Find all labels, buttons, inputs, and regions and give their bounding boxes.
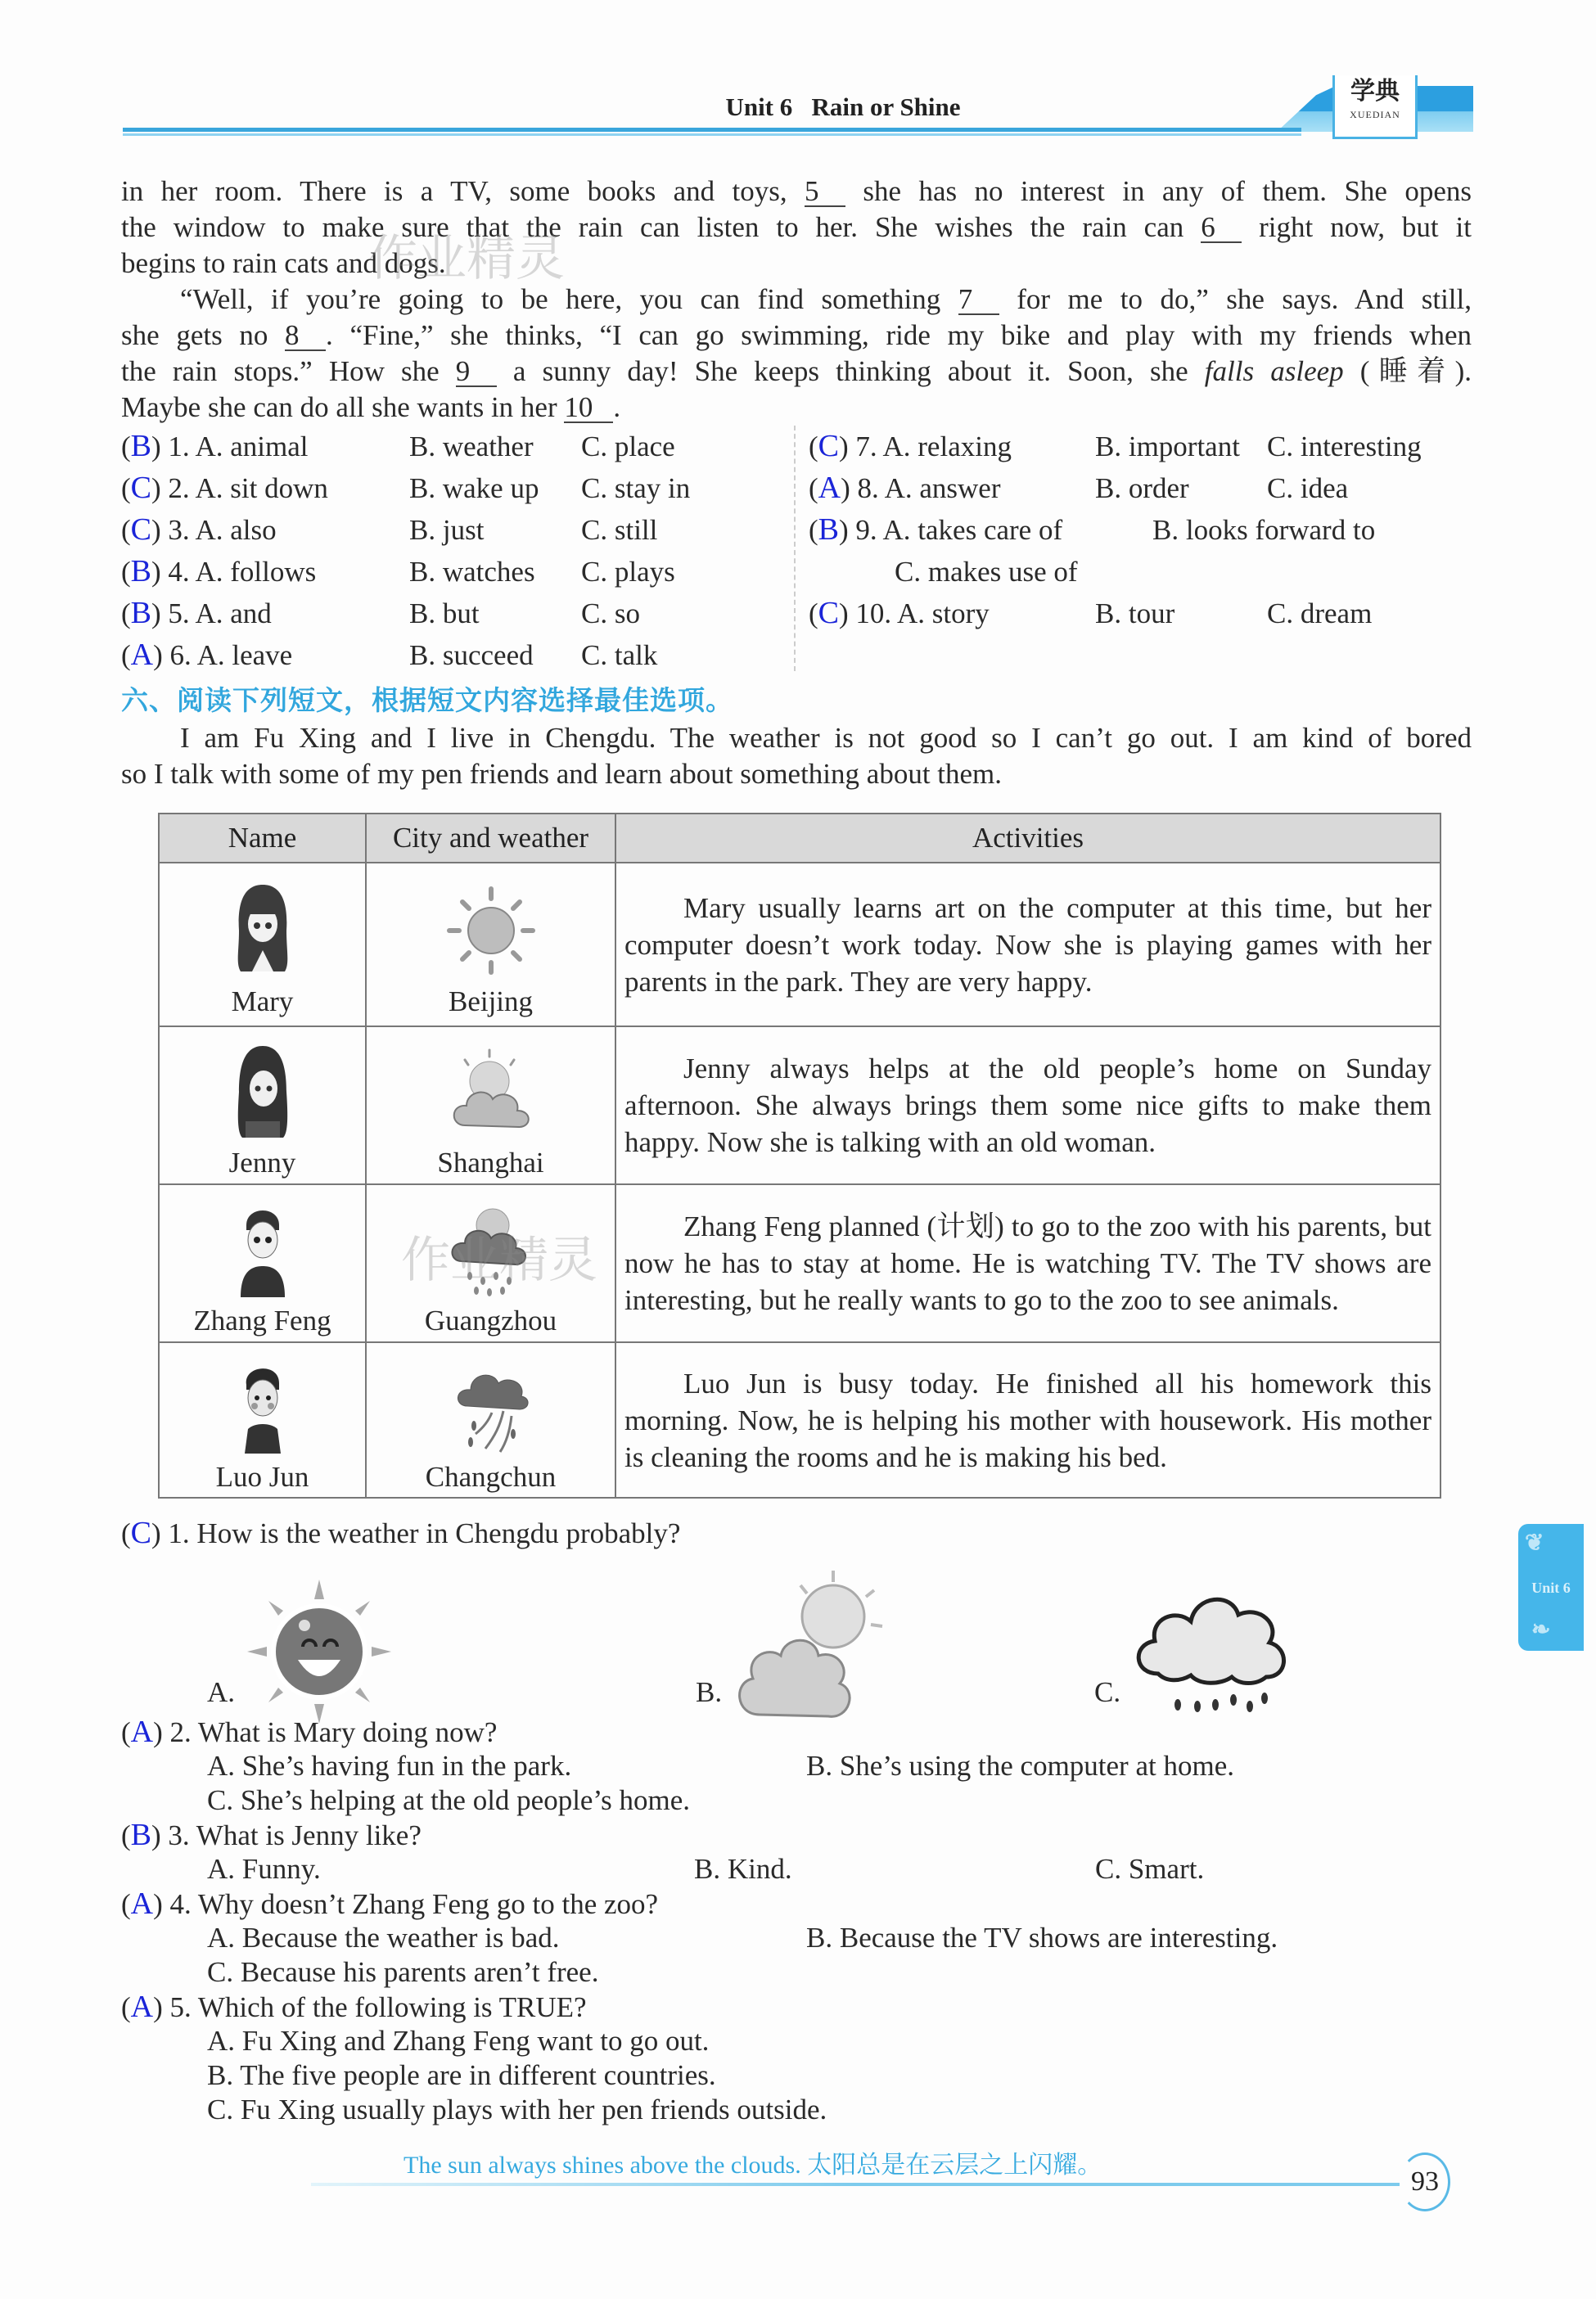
cloze-item-7: (C) 7. A. relaxing B. important C. interesting <box>809 429 1422 463</box>
question-4: (A) 4. Why doesn’t Zhang Feng go to the zoo? A. Because the weather is bad. B. Because the TV shows are interesting. C. Because his parents aren’t free. <box>121 1887 1278 1988</box>
answer-mark: B <box>130 596 152 630</box>
answer-mark: C <box>818 596 840 630</box>
section-intro: I am Fu Xing and I live in Chengdu. The weather is not good so I can’t go out. I am kind of bored so I talk with some of my pen friends and learn about something about them. <box>121 722 1472 790</box>
activity-text: Luo Jun is busy today. He finished all his homework this morning. Now, he is helping his mother with housework. His mother is cleaning the rooms and he is making his bed. <box>624 1367 1431 1473</box>
watermark: 作业精灵 <box>368 230 565 287</box>
answer-mark: C <box>818 429 840 463</box>
answer-mark: A <box>818 471 841 505</box>
side-tab-label: Unit 6 <box>1531 1580 1571 1596</box>
passage-line: the rain stops.” How she 9 a sunny day! She keeps thinking about it. Soon, she falls asleep (睡着). <box>121 355 1472 387</box>
table-row <box>159 1026 1440 1184</box>
cloze-item-8: (A) 8. A. answer B. order C. idea <box>809 471 1349 505</box>
city-name: Changchun <box>425 1461 557 1493</box>
page-number: 93 <box>1400 2152 1450 2211</box>
option-c: C. Fu Xing usually plays with her pen friends outside. <box>207 2094 827 2125</box>
logo-english: XUEDIAN <box>1350 109 1400 120</box>
girl-avatar-icon <box>160 879 365 982</box>
option-b: B. She’s using the computer at home. <box>806 1750 1234 1782</box>
cloze-item-4: (B) 4. A. follows B. watches C. plays <box>121 554 675 588</box>
answer-mark: B <box>130 1818 152 1852</box>
answer-mark: B <box>818 512 840 547</box>
cloze-options-left <box>121 426 792 679</box>
option-b: B. Because the TV shows are interesting. <box>806 1922 1278 1954</box>
option-b: B. The five people are in different countries. <box>207 2059 716 2091</box>
person-name: Zhang Feng <box>193 1304 331 1337</box>
footer-quote: The sun always shines above the clouds. 太阳总是在云层之上闪耀。 <box>404 2152 1102 2179</box>
blank-6: 6 <box>1201 214 1242 243</box>
city-name: Guangzhou <box>424 1304 557 1337</box>
table-header-row <box>159 814 1440 863</box>
pen-friends-table <box>158 813 1441 1499</box>
sunny-icon <box>367 879 615 982</box>
answer-mark: C <box>130 471 152 505</box>
answer-mark: B <box>130 429 152 463</box>
activity-text: Jenny always helps at the old people’s home on Sunday afternoon. She always brings them some nice gifts to make them happy. Now she is talking with an old woman. <box>624 1053 1431 1158</box>
blank-7: 7 <box>958 286 999 315</box>
question-3: (B) 3. What is Jenny like? A. Funny. B. Kind. C. Smart. <box>121 1818 1205 1885</box>
answer-mark: A <box>130 1990 154 2024</box>
option-a: A. Because the weather is bad. <box>207 1922 560 1954</box>
option-a-sunny-smile-icon <box>246 1578 393 1729</box>
activity-text: Zhang Feng planned (计划) to go to the zoo with his parents, but now he has to stay at home. He is watching TV. The TV shows are interesting, but he really wants to go to the zoo to see animals. <box>624 1210 1431 1316</box>
question-2: (A) 2. What is Mary doing now? A. She’s having fun in the park. B. She’s using the computer at home. C. She’s helping at the old people’s home. <box>121 1715 1234 1816</box>
column-header-city: City and weather <box>366 814 615 863</box>
blank-8: 8 <box>285 322 326 351</box>
answer-mark: B <box>130 554 152 588</box>
person-name: Luo Jun <box>215 1461 309 1493</box>
swirl-ornament-icon: ❧ <box>1531 1617 1551 1643</box>
table-row <box>159 1342 1440 1498</box>
option-c-rain-cloud-icon <box>1125 1575 1305 1727</box>
person-name: Jenny <box>228 1146 296 1179</box>
passage-line: she gets no 8 . “Fine,” she thinks, “I can go swimming, ride my bike and play with my friends when <box>121 319 1472 351</box>
blank-9: 9 <box>456 358 497 387</box>
city-name: Shanghai <box>437 1146 544 1179</box>
page-header-title: Unit 6 Rain or Shine <box>725 92 961 121</box>
unit-side-tab[interactable] <box>1518 1524 1584 1651</box>
option-c: C. Because his parents aren’t free. <box>207 1956 599 1988</box>
option-a: A. She’s having fun in the park. <box>207 1750 572 1782</box>
option-a: A. Fu Xing and Zhang Feng want to go out. <box>207 2025 710 2057</box>
option-b-label: B. <box>696 1676 723 1708</box>
city-name: Beijing <box>448 985 534 1017</box>
cloze-item-5: (B) 5. A. and B. but C. so <box>121 596 640 630</box>
answer-mark: C <box>130 1516 152 1550</box>
cloze-options-right <box>809 426 1480 679</box>
passage-line: begins to rain cats and dogs. <box>121 247 446 279</box>
passage-line: the window to make sure that the rain can listen to her. She wishes the rain can 6 right now, but it <box>121 211 1472 243</box>
passage-line: “Well, if you’re going to be here, you can find something 7 for me to do,” she says. And still, <box>180 283 1472 315</box>
cloze-item-9-c: C. makes use of <box>895 556 1078 588</box>
column-header-activities: Activities <box>615 814 1440 863</box>
option-c-label: C. <box>1094 1676 1121 1708</box>
header-rule <box>123 128 1301 132</box>
windy-rain-icon <box>367 1355 615 1458</box>
logo-chinese: 学典 <box>1350 77 1400 106</box>
passage-line: Maybe she can do all she wants in her 10 . <box>121 391 621 423</box>
option-c: C. Smart. <box>1095 1853 1205 1885</box>
cloze-item-9: (B) 9. A. takes care of B. looks forward to <box>809 512 1376 547</box>
answer-mark: A <box>130 1887 154 1921</box>
answer-mark: C <box>130 512 152 547</box>
boy-avatar-icon <box>160 1355 365 1458</box>
watermark: 作业精灵 <box>401 1232 597 1289</box>
boy-avatar-icon <box>160 1198 365 1301</box>
header-rule-light <box>123 133 1301 136</box>
activity-text: Mary usually learns art on the computer at this time, but her computer doesn’t work today. Now she is playing games with her parents in the park. They are very happy. <box>624 891 1431 998</box>
answer-mark: A <box>130 638 154 672</box>
cloze-passage <box>121 174 1472 426</box>
person-name: Mary <box>231 985 294 1017</box>
option-a-label: A. <box>207 1676 236 1708</box>
publisher-logo <box>1332 75 1418 139</box>
blank-10: 10 <box>564 394 613 423</box>
question-5: (A) 5. Which of the following is TRUE? A. Fu Xing and Zhang Feng want to go out. B. The five people are in different countries. C. Fu Xing usually plays with her pen friends outside. <box>121 1990 827 2125</box>
table-row <box>159 863 1440 1026</box>
answer-mark: A <box>130 1715 154 1749</box>
column-divider <box>794 426 796 671</box>
question-1: (C) 1. How is the weather in Chengdu probably? <box>121 1516 681 1550</box>
option-b: B. Kind. <box>694 1853 792 1885</box>
section-heading: 六、阅读下列短文，根据短文内容选择最佳选项。 <box>121 684 733 716</box>
option-c: C. She’s helping at the old people’s home. <box>207 1784 691 1816</box>
passage-line: in her room. There is a TV, some books and toys, 5 she has no interest in any of them. She opens <box>121 175 1472 207</box>
cloze-item-3: (C) 3. A. also B. just C. still <box>121 512 658 547</box>
table-row <box>159 1184 1440 1342</box>
option-a: A. Funny. <box>207 1853 321 1885</box>
cloze-item-1: (B) 1. A. animal B. weather C. place <box>121 429 675 463</box>
footer-rule <box>311 2183 1400 2186</box>
partly-cloudy-icon <box>367 1040 615 1143</box>
cloze-item-10: (C) 10. A. story B. tour C. dream <box>809 596 1373 630</box>
blank-5: 5 <box>805 178 845 207</box>
cloze-item-2: (C) 2. A. sit down B. wake up C. stay in <box>121 471 691 505</box>
cloze-item-6: (A) 6. A. leave B. succeed C. talk <box>121 638 658 672</box>
girl-avatar-icon <box>160 1040 365 1143</box>
column-header-name: Name <box>159 814 366 863</box>
option-b-sun-behind-cloud-icon <box>727 1567 899 1727</box>
wing-ornament-icon: ❦ <box>1525 1530 1544 1556</box>
